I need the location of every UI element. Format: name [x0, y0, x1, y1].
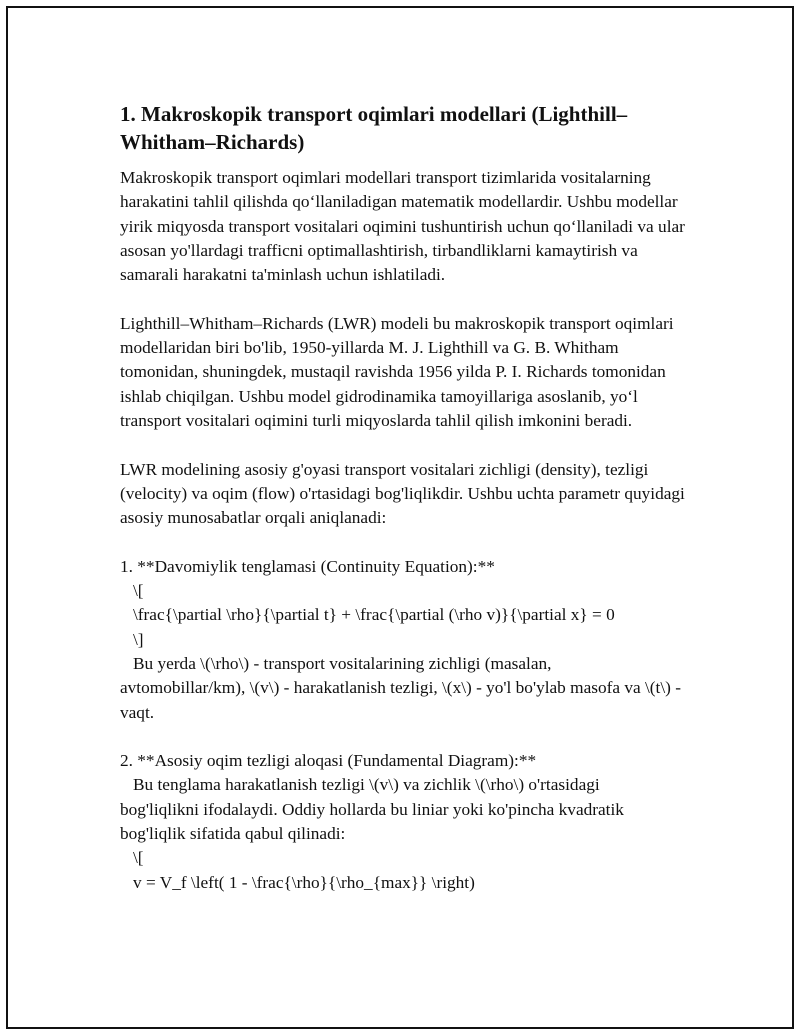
formula-open: \[	[133, 581, 144, 601]
formula-close: \]	[133, 629, 144, 649]
paragraph-intro: Makroskopik transport oqimlari modellari transport tizimlarida vositalarning harakatini tahlil qilishda qo‘llaniladigan matematik modellardir. Ushbu modellar yirik miqyosda transport vositalari oqimini tushuntirish uchun qo‘llaniladi va ular asosan yo'llardagi trafficni optimallashtirish, tirbandliklarni kamaytirish va samarali harakatni ta'minlash uchun ishlatiladi.	[120, 168, 685, 285]
document-content	[120, 100, 690, 919]
item-description-first: Bu tenglama harakatlanish tezligi \(v\) va zichlik \(\rho\) o'rtasidagi	[133, 775, 600, 795]
item-description-rest: bog'liqlikni ifodalaydi. Oddiy hollarda bu liniar yoki ko'pincha kvadratik bog'liqlik sifatida qabul qilinadi:	[120, 799, 629, 844]
document-title: 1. Makroskopik transport oqimlari modellari (Lighthill–Whitham–Richards)	[120, 102, 628, 154]
list-item-fundamental-diagram	[120, 749, 690, 895]
formula-continuity: \frac{\partial \rho}{\partial t} + \frac{\partial (\rho v)}{\partial x} = 0	[133, 605, 615, 625]
item-heading: 1. **Davomiylik tenglamasi (Continuity Equation):**	[120, 556, 495, 576]
paragraph-lwr-idea: LWR modelining asosiy g'oyasi transport vositalari zichligi (density), tezligi (velocity) va oqim (flow) o'rtasidagi bog'liqlikdir. Ushbu uchta parametr quyidagi asosiy munosabatlar orqali aniqlanadi:	[120, 459, 685, 528]
formula-fundamental: v = V_f \left( 1 - \frac{\rho}{\rho_{max}} \right)	[133, 872, 475, 892]
item-description-first: Bu yerda \(\rho\) - transport vositalarining zichligi (masalan,	[133, 653, 552, 673]
list-item-continuity	[120, 555, 690, 725]
page-frame	[6, 6, 794, 1029]
paragraph-lwr-history: Lighthill–Whitham–Richards (LWR) modeli bu makroskopik transport oqimlari modellaridan biri bo'lib, 1950-yillarda M. J. Lighthill va G. B. Whitham tomonidan, shuningdek, mustaqil ravishda 1956 yilda P. I. Richards tomonidan ishlab chiqilgan. Ushbu model gidrodinamika tamoyillariga asoslanib, yo‘l transport vositalari oqimini turli miqyoslarda tahlil qilish imkonini beradi.	[120, 313, 674, 430]
formula-open: \[	[133, 848, 144, 868]
item-heading: 2. **Asosiy oqim tezligi aloqasi (Fundamental Diagram):**	[120, 751, 537, 771]
item-description-rest: avtomobillar/km), \(v\) - harakatlanish tezligi, \(x\) - yo'l bo'ylab masofa va \(t\) - vaqt.	[120, 678, 686, 722]
